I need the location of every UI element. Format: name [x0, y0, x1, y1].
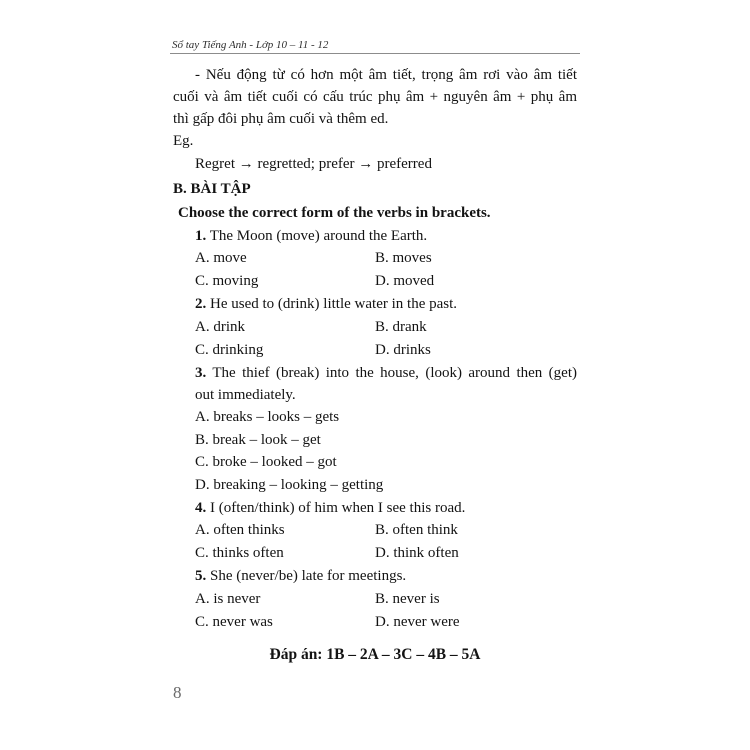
option-b: B. moves: [375, 250, 432, 266]
question-5: [195, 567, 406, 585]
option-c: C. moving: [195, 273, 259, 289]
option-a: A. often thinks: [195, 522, 285, 538]
question-number: 3.: [195, 365, 207, 381]
question-number: 5.: [195, 568, 207, 584]
answer-key: Đáp án: 1B – 2A – 3C – 4B – 5A: [269, 646, 481, 663]
question-number: 4.: [195, 500, 207, 516]
example-label: Eg.: [173, 133, 194, 149]
note-line: cuối và âm tiết cuối có cấu trúc phụ âm + nguyên âm + phụ âm: [173, 89, 577, 105]
question-text: I (often/think) of him when I see this road.: [210, 500, 466, 516]
option-d: D. drinks: [375, 342, 431, 358]
question-2: [195, 295, 457, 313]
option-c: C. thinks often: [195, 545, 284, 561]
option-b: B. drank: [375, 319, 427, 335]
option-d: D. breaking – looking – getting: [195, 477, 384, 493]
option-b: B. never is: [375, 591, 440, 607]
option-d: D. never were: [375, 614, 460, 630]
option-b: B. often think: [375, 522, 458, 538]
option-d: D. think often: [375, 545, 459, 561]
question-text: The thief (break) into the house, (look) around then (get): [212, 365, 577, 381]
example-text: Regret → regretted; prefer → preferred: [195, 156, 432, 172]
question-1: [195, 227, 427, 245]
question-text-continued: out immediately.: [195, 387, 296, 403]
option-a: A. breaks – looks – gets: [195, 409, 340, 425]
running-header: Sổ tay Tiếng Anh - Lớp 10 – 11 - 12: [172, 39, 329, 51]
section-title: B. BÀI TẬP: [173, 181, 251, 197]
option-a: A. is never: [195, 591, 261, 607]
option-a: A. drink: [195, 319, 245, 335]
question-text: The Moon (move) around the Earth.: [209, 228, 428, 244]
option-d: D. moved: [375, 273, 435, 289]
page-number: 8: [173, 683, 182, 702]
option-b: B. break – look – get: [195, 432, 321, 448]
question-3: [195, 364, 577, 382]
exercise-instruction: Choose the correct form of the verbs in brackets.: [178, 205, 491, 221]
option-c: C. broke – looked – got: [195, 454, 337, 470]
question-text: She (never/be) late for meetings.: [210, 568, 407, 584]
question-4: [195, 499, 465, 517]
note-line: - Nếu động từ có hơn một âm tiết, trọng âm rơi vào âm tiết: [195, 67, 577, 83]
option-c: C. drinking: [195, 342, 264, 358]
note-line: thì gấp đôi phụ âm cuối và thêm ed.: [173, 111, 389, 127]
header-rule: [170, 53, 580, 54]
option-a: A. move: [195, 250, 247, 266]
option-c: C. never was: [195, 614, 273, 630]
question-number: 1.: [195, 228, 207, 244]
question-number: 2.: [195, 296, 207, 312]
question-text: He used to (drink) little water in the past.: [210, 296, 458, 312]
